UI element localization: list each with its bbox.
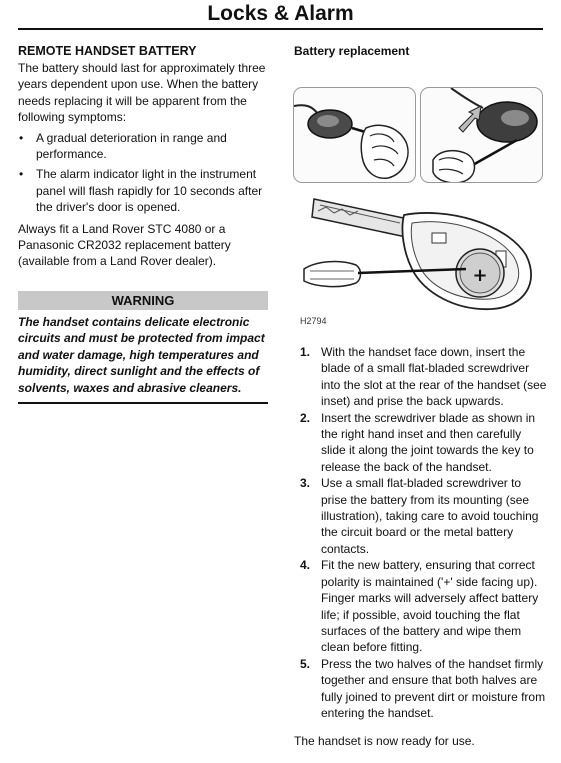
step-number: 2.	[300, 410, 311, 425]
advice-paragraph: Always fit a Land Rover STC 4080 or a Panasonic CR2032 replacement battery (available from a Land Rover dealer).	[18, 221, 231, 269]
battery-removal-illustration	[296, 193, 546, 313]
title-divider	[18, 28, 543, 30]
step-text: Insert the screwdriver blade as shown in the right hand inset and then carefully slide it along the joint towards the key to release the back of the handset.	[321, 410, 536, 474]
step-number: 4.	[300, 558, 311, 573]
subsection-heading: Battery replacement	[294, 44, 410, 58]
symptom-list	[18, 130, 268, 216]
warning-heading: WARNING	[18, 291, 268, 310]
closing-paragraph: The handset is now ready for use.	[294, 734, 475, 748]
replacement-section	[294, 43, 544, 59]
list-item	[300, 557, 548, 655]
bullet-icon: •	[19, 167, 24, 182]
figure-code: H2794	[300, 316, 327, 326]
inset-illustration-right	[420, 87, 543, 183]
warning-divider	[18, 402, 268, 404]
step-number: 5.	[300, 656, 311, 671]
polarity-plus-icon: +	[472, 265, 488, 286]
main-illustration	[296, 193, 546, 313]
step-text: Use a small flat-bladed screwdriver to prise the battery from its mounting (see illustration), taking care to avoid touching the circuit board or the metal battery contacts.	[321, 476, 539, 556]
handset-prise-illustration	[421, 88, 543, 183]
list-item	[300, 410, 548, 476]
step-text: With the handset face down, insert the blade of a small flat-bladed screwdriver into the slot at the rear of the handset (see inset) and prise the back upwards.	[321, 345, 547, 409]
inset-illustration-left	[293, 87, 416, 183]
list-item	[300, 344, 548, 410]
warning-text: The handset contains delicate electronic circuits and must be protected from impact and water damage, high temperatures and humidity, direct sunlight and the effects of solvents, waxes and abrasive cleaners.	[18, 315, 265, 395]
bullet-icon: •	[19, 130, 24, 145]
step-text: Press the two halves of the handset firmly together and ensure that both halves are fully joined to prevent dirt or moisture from entering the handset.	[321, 656, 546, 720]
step-text: Fit the new battery, ensuring that correct polarity is maintained ('+' side facing up). Finger marks will adversely affect battery life; if possible, avoid touching the flat surfaces of the battery and wipe them clean before fitting.	[321, 558, 539, 655]
list-item-text: The alarm indicator light in the instrument panel will flash rapidly for 10 seconds after the driver's door is opened.	[36, 167, 263, 215]
step-list	[300, 344, 548, 721]
list-item-text: A gradual deterioration in range and performance.	[36, 130, 227, 162]
intro-paragraph: The battery should last for approximately three years dependent upon use. When the battery needs replacing it will be apparent from the following symptoms:	[18, 61, 266, 125]
section-heading: REMOTE HANDSET BATTERY	[18, 44, 197, 58]
step-number: 1.	[300, 345, 311, 359]
list-item	[18, 130, 268, 163]
step-number: 3.	[300, 476, 311, 491]
page-title: Locks & Alarm	[207, 2, 354, 25]
list-item	[300, 656, 548, 722]
handset-slot-illustration	[294, 88, 416, 183]
list-item	[300, 475, 548, 557]
list-item	[18, 166, 268, 215]
battery-section	[18, 43, 268, 270]
